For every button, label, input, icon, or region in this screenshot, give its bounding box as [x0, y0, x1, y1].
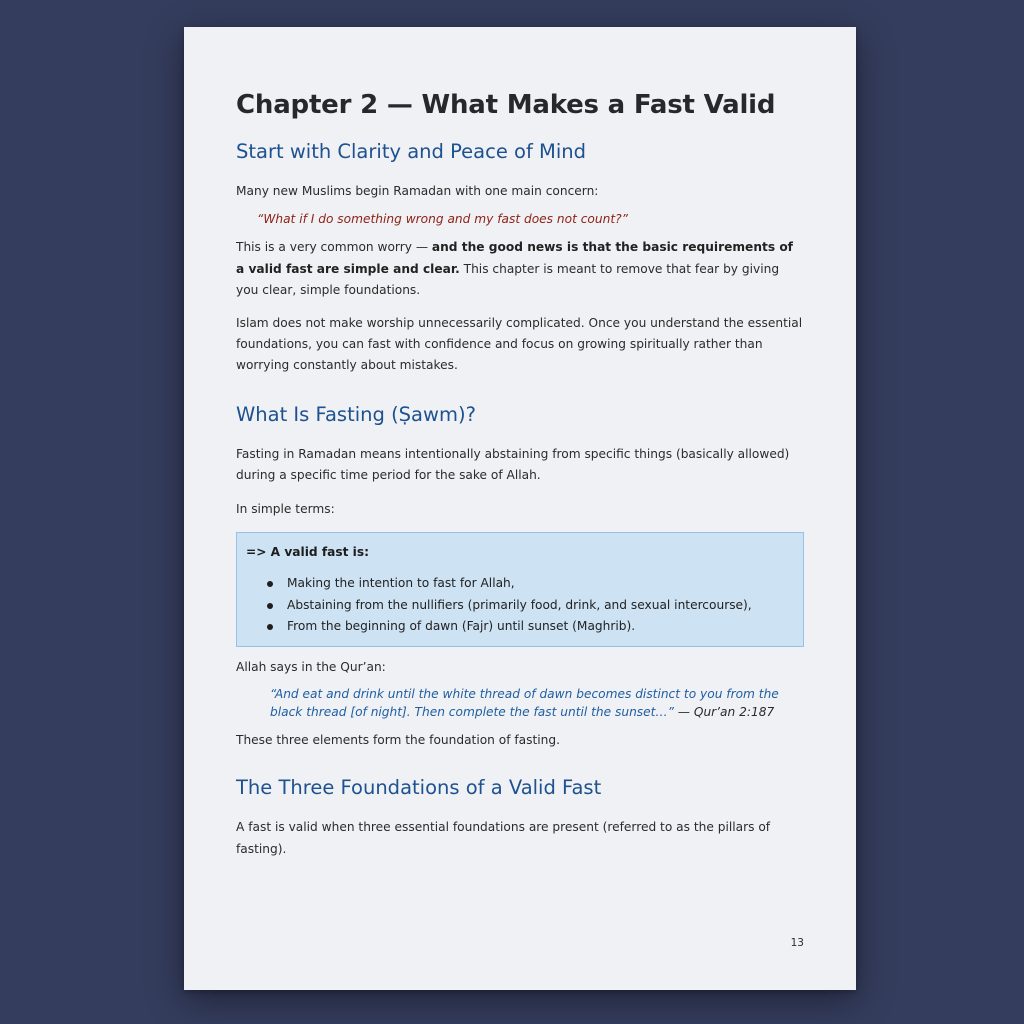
paragraph-fasting-definition: Fasting in Ramadan means intentionally abstaining from specific things (basically allowed) during a specific time period for the sake of Allah.: [236, 446, 790, 483]
paragraph-intro: Many new Muslims begin Ramadan with one main concern:: [236, 184, 599, 198]
paragraph-common-worry-bold: and the good news is that the basic requirements of a valid fast are simple and clear.: [236, 240, 793, 276]
quran-citation: — Qur’an 2:187: [673, 705, 775, 720]
list-item-text: From the beginning of dawn (Fajr) until sunset (Maghrib).: [287, 619, 636, 634]
page-number: 13: [790, 937, 804, 949]
paragraph-common-worry-end: This chapter is meant to remove that fear by giving you clear, simple foundations.: [236, 261, 780, 298]
list-item-text: Making the intention to fast for Allah,: [287, 576, 515, 591]
paragraph-common-worry: [236, 237, 804, 301]
paragraph-valid-fast: A fast is valid when three essential foundations are present (referred to as the pillars of fasting).: [236, 820, 771, 856]
paragraph-simple-terms: In simple terms:: [236, 501, 335, 516]
chapter-title: Chapter 2 — What Makes a Fast Valid: [236, 90, 776, 120]
list-item: [246, 573, 791, 595]
valid-fast-callout: [236, 532, 804, 647]
section-title-what-is-fasting: What Is Fasting (Ṣawm)?: [236, 402, 476, 426]
quran-quote: [236, 685, 804, 722]
concern-quote: “What if I do something wrong and my fast does not count?”: [257, 212, 628, 227]
quran-quote-text: “And eat and drink until the white thread of dawn becomes distinct to you from the black thread [of night]. Then complete the fast until the sunset…”: [270, 686, 779, 720]
paragraph-islam-simple: Islam does not make worship unnecessarily complicated. Once you understand the essential foundations, you can fast with confidence and focus on growing spiritually rather than worrying constantly about mistakes.: [236, 315, 803, 373]
callout-label: => A valid fast is:: [246, 545, 369, 560]
list-item: [246, 595, 791, 617]
section-title-clarity: Start with Clarity and Peace of Mind: [236, 140, 586, 163]
bullet-icon: [267, 603, 273, 609]
document-page: [184, 27, 856, 990]
list-item: [246, 616, 791, 638]
list-item-text: Abstaining from the nullifiers (primarily food, drink, and sexual intercourse),: [287, 597, 752, 612]
bullet-icon: [267, 581, 273, 587]
bullet-icon: [267, 624, 273, 630]
paragraph-common-worry-start: This is a very common worry —: [236, 240, 432, 255]
paragraph-quran-intro: Allah says in the Qur’an:: [236, 659, 386, 674]
valid-fast-list: [246, 573, 791, 638]
paragraph-three-elements: These three elements form the foundation of fasting.: [236, 732, 560, 747]
section-title-three-foundations: The Three Foundations of a Valid Fast: [236, 776, 602, 800]
